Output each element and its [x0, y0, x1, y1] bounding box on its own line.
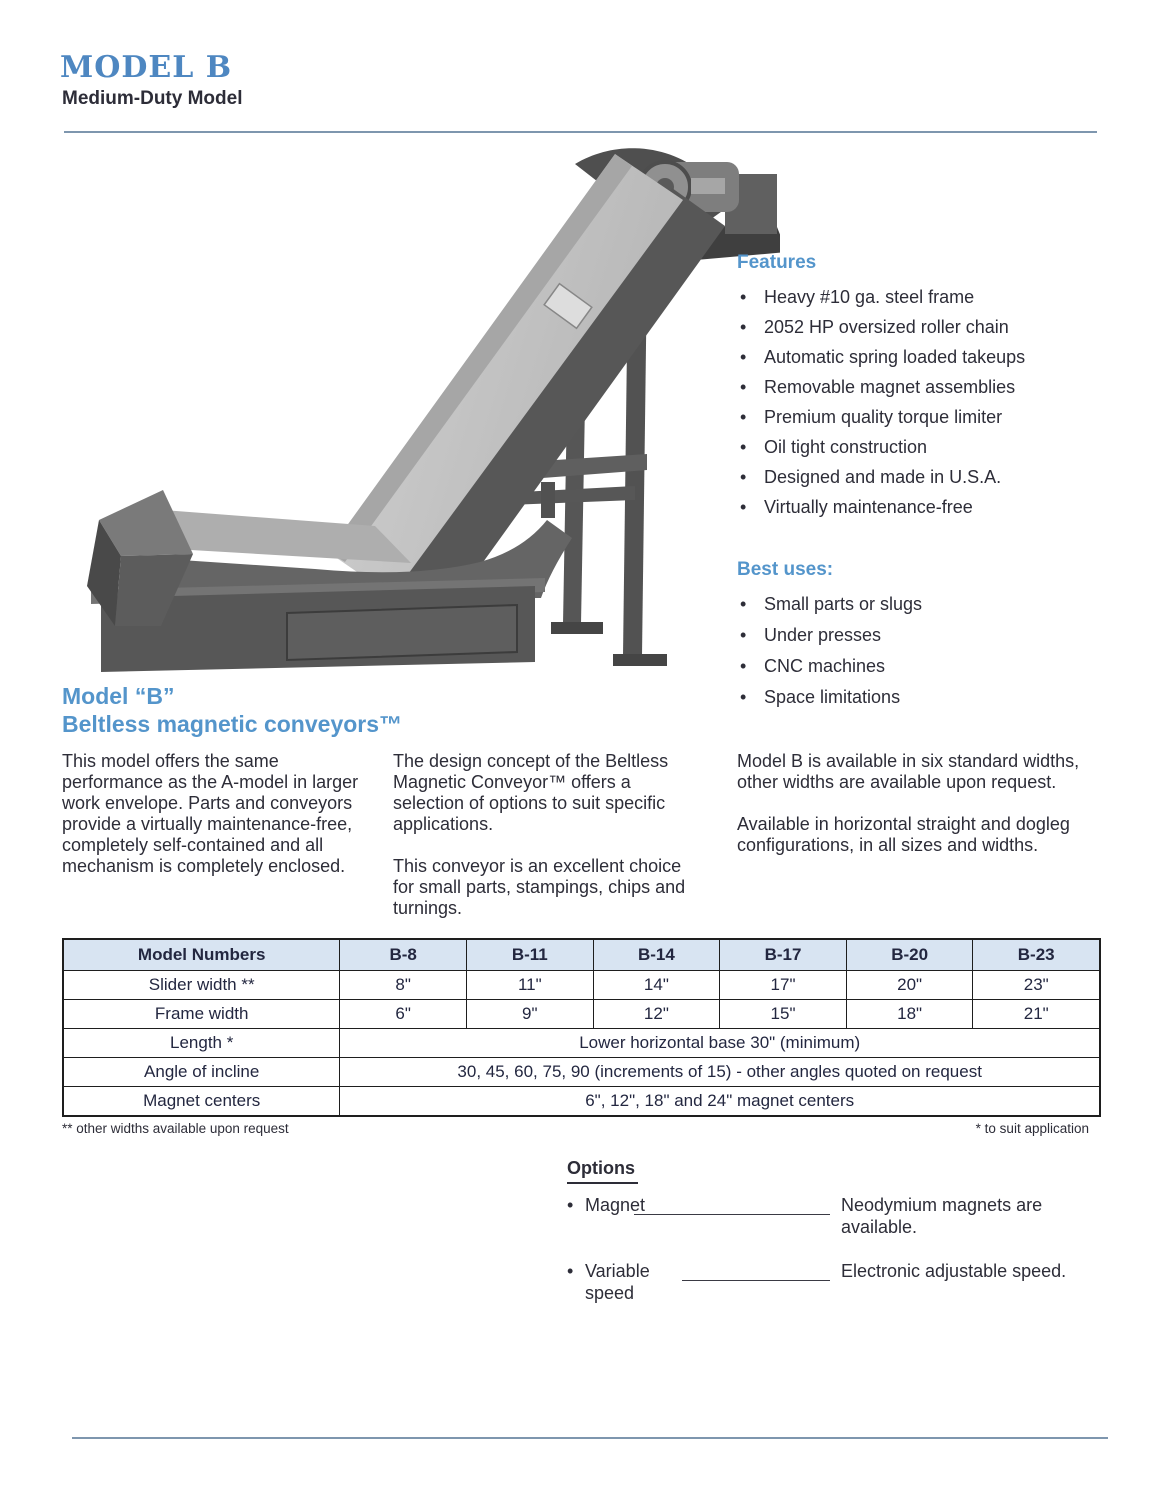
bullet-icon: •	[740, 287, 747, 307]
spec-cell: 8"	[340, 971, 467, 1000]
intro-paragraph: Available in horizontal straight and dogleg configurations, in all sizes and widths.	[737, 814, 1070, 855]
spec-table	[62, 938, 1101, 1117]
options-heading: Options	[567, 1158, 638, 1184]
best-use-item	[737, 687, 1139, 708]
spec-span-cell: Lower horizontal base 30" (minimum)	[340, 1029, 1100, 1058]
feature-item-text: Designed and made in U.S.A.	[764, 467, 1002, 487]
feature-item-text: Removable magnet assemblies	[764, 377, 1016, 397]
feature-item-text: Automatic spring loaded takeups	[764, 347, 1026, 367]
feature-item	[737, 317, 1139, 338]
best-uses-list	[737, 594, 1139, 708]
bullet-icon: •	[740, 687, 747, 707]
bullet-icon: •	[740, 467, 747, 487]
best-uses-section	[737, 559, 1139, 718]
spec-row	[63, 1058, 1100, 1087]
option-variable-speed	[567, 1260, 679, 1304]
bullet-icon: •	[740, 377, 747, 397]
spec-row	[63, 1029, 1100, 1058]
bullet-icon: •	[740, 497, 747, 517]
top-divider	[64, 131, 1097, 133]
bullet-icon: •	[740, 656, 747, 676]
page-title: MODEL B	[60, 50, 233, 85]
bullet-icon: •	[740, 407, 747, 427]
spec-cell: 17"	[720, 971, 847, 1000]
option-magnet-label: Magnet	[585, 1195, 646, 1215]
spec-row-label: Length *	[63, 1029, 340, 1058]
model-heading-line2: Beltless magnetic conveyors™	[62, 711, 403, 737]
feature-item	[737, 437, 1139, 458]
option-variable-speed-description: Electronic adjustable speed.	[841, 1261, 1067, 1281]
intro-column-1	[62, 751, 374, 898]
spec-cell: 6"	[340, 1000, 467, 1029]
option-magnet-blank-line	[634, 1196, 830, 1215]
spec-header-cell: B-11	[466, 939, 593, 971]
spec-cell: 18"	[846, 1000, 973, 1029]
best-use-item	[737, 625, 1139, 646]
spec-header-cell: B-23	[973, 939, 1100, 971]
best-uses-heading: Best uses:	[737, 559, 834, 580]
spec-row-label: Magnet centers	[63, 1087, 340, 1117]
footnote-right: * to suit application	[975, 1121, 1089, 1136]
features-heading: Features	[737, 252, 817, 273]
best-use-item	[737, 656, 1139, 677]
bullet-icon: •	[740, 625, 747, 645]
intro-paragraph: This conveyor is an excellent choice for small parts, stampings, chips and turnings.	[393, 856, 686, 918]
spec-cell: 14"	[593, 971, 720, 1000]
spec-header-row	[63, 939, 1100, 971]
spec-cell: 15"	[720, 1000, 847, 1029]
footnote-left: ** other widths available upon request	[62, 1121, 289, 1136]
best-use-item-text: Space limitations	[764, 687, 901, 707]
spec-cell: 20"	[846, 971, 973, 1000]
feature-item	[737, 377, 1139, 398]
spec-row	[63, 1087, 1100, 1117]
spec-header-cell: B-17	[720, 939, 847, 971]
best-use-item-text: Small parts or slugs	[764, 594, 923, 614]
option-variable-speed-blank-line	[682, 1262, 830, 1281]
conveyor-photo	[75, 148, 780, 698]
features-section	[737, 252, 1139, 527]
bullet-icon: •	[740, 437, 747, 457]
intro-paragraph: Model B is available in six standard widths, other widths are available upon request.	[737, 751, 1080, 792]
feature-item	[737, 347, 1139, 368]
best-use-item-text: CNC machines	[764, 656, 886, 676]
spec-span-cell: 30, 45, 60, 75, 90 (increments of 15) - other angles quoted on request	[340, 1058, 1100, 1087]
spec-row	[63, 1000, 1100, 1029]
bullet-icon: •	[740, 317, 747, 337]
spec-cell: 9"	[466, 1000, 593, 1029]
feature-item-text: 2052 HP oversized roller chain	[764, 317, 1009, 337]
spec-header-cell: B-20	[846, 939, 973, 971]
intro-column-2	[393, 751, 705, 940]
bullet-icon: •	[567, 1195, 574, 1215]
intro-column-3	[737, 751, 1105, 877]
spec-cell: 23"	[973, 971, 1100, 1000]
intro-paragraph: This model offers the same performance as the A-model in larger work envelope. Parts and conveyors provide a virtually maintenance-free, completely self-contained and all mechanism is completely enclosed.	[62, 751, 359, 876]
model-heading-line1: Model “B”	[62, 683, 175, 709]
option-magnet-description: Neodymium magnets are available.	[841, 1195, 1043, 1237]
feature-item	[737, 287, 1139, 308]
spec-row	[63, 971, 1100, 1000]
feature-item-text: Virtually maintenance-free	[764, 497, 973, 517]
bottom-divider	[72, 1437, 1108, 1439]
feature-item-text: Oil tight construction	[764, 437, 928, 457]
spec-row-label: Slider width **	[63, 971, 340, 1000]
spec-cell: 12"	[593, 1000, 720, 1029]
feature-item-text: Heavy #10 ga. steel frame	[764, 287, 975, 307]
best-use-item-text: Under presses	[764, 625, 882, 645]
spec-cell: 21"	[973, 1000, 1100, 1029]
spec-header-cell: Model Numbers	[63, 939, 340, 971]
feature-item-text: Premium quality torque limiter	[764, 407, 1003, 427]
spec-span-cell: 6", 12", 18" and 24" magnet centers	[340, 1087, 1100, 1117]
feature-item	[737, 407, 1139, 428]
spec-cell: 11"	[466, 971, 593, 1000]
features-list	[737, 287, 1139, 518]
feature-item	[737, 467, 1139, 488]
spec-row-label: Frame width	[63, 1000, 340, 1029]
spec-header-cell: B-8	[340, 939, 467, 971]
bullet-icon: •	[567, 1261, 574, 1281]
spec-row-label: Angle of incline	[63, 1058, 340, 1087]
bullet-icon: •	[740, 594, 747, 614]
page-subtitle: Medium-Duty Model	[62, 88, 243, 109]
best-use-item	[737, 594, 1139, 615]
bullet-icon: •	[740, 347, 747, 367]
intro-paragraph: The design concept of the Beltless Magnetic Conveyor™ offers a selection of options to suit specific applications.	[393, 751, 669, 834]
feature-item	[737, 497, 1139, 518]
option-variable-speed-label: Variable speed	[585, 1261, 650, 1303]
model-heading	[62, 682, 402, 738]
spec-header-cell: B-14	[593, 939, 720, 971]
